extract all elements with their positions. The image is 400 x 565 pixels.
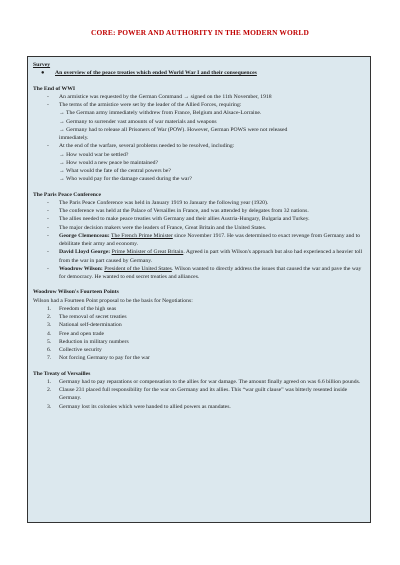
wwi-end-subpoint-cont: immediately. [59,135,89,141]
fourteen-points-heading: Woodrow Wilson's Fourteen Points [33,289,119,296]
conference-point: - The major decision makers were the leaders of France, Great Britain and the United States. [47,224,267,231]
conference-heading: The Paris Peace Conference [33,191,101,198]
list-item: 2. The removal of secret treaties [47,314,127,320]
wwi-end-heading: The End of WWI [33,85,76,92]
list-item: 3. National self-determination [47,322,122,329]
wwi-end-point: - The terms of the armistice were set by the leader of the Allied Forces, requiring: [47,102,242,108]
wwi-end-subpoint: → Germany had to release all Prisoners of War (POW). However, German POWS were not released [59,126,288,133]
wwi-end-question: → How would war be settled? [59,151,129,158]
list-item: 7. Not forcing Germany to pay for the war [47,355,150,362]
list-item: 1. Germany had to pay reparations or compensation to the allies for war damage. The amount finally agreed on was 6.6 billion pounds. [47,378,361,385]
leader-lloyd-george: - David Lloyd George: Prime Minister of Great Britain. Agreed in part with Wilson's approach but also had experienced a heavier toll from the war in part caused by Germany. [47,249,363,264]
list-item: 3. Germany lost its colonies which were handed to allied powers as mandates. [47,403,231,410]
notes-panel [27,56,371,523]
wwi-end-point: - At the end of the warfare, several problems needed to be resolved, including: [47,143,235,150]
wwi-end-subpoint: → Germany to surrender vast amounts of war materials and weapons [59,118,217,125]
wwi-end-question: → Who would pay for the damage caused during the war? [59,176,192,183]
conference-point: - The Paris Peace Conference was held in January 1919 to January the following year (1920). [47,199,269,206]
document-title: CORE: POWER AND AUTHORITY IN THE MODERN WORLD [91,28,309,37]
list-item: 5. Reduction in military numbers [47,338,129,345]
conference-point: - The allies needed to make peace treaties with Germany and their allies Austria-Hungary, Bulgaria and Turkey. [47,216,310,223]
wwi-end-question: → What would the fate of the central powers be? [59,168,171,174]
list-item: 2. Clause 231 placed full responsibility for the war on Germany and its allies. This “war guilt clause” was bitterly resented inside Germany. [47,387,348,402]
survey-heading: Survey [33,62,51,68]
list-item: 1. Freedom of the high seas [47,305,117,312]
leader-wilson: - Woodrow Wilson: President of the United States. Wilson wanted to directly address the issues that caused the war and pave the way for democracy. He wanted to end secret treaties and alliances. [47,265,362,280]
survey-bullet [33,69,365,77]
bullet-icon: ● [41,70,45,77]
wwi-end-point: - An armistice was requested by the German Command → signed on the 11th November, 1918 [47,93,272,100]
list-item: 6. Collective security [47,347,102,353]
list-item: 4. Free and open trade [47,330,105,337]
wwi-end-subpoint: → The German army immediately withdrew from France, Belgium and Alsace-Lorraine. [59,110,262,117]
fourteen-points-intro: Wilson had a Fourteen Point proposal to be the basis for Negotiations: [33,297,193,304]
wwi-end-question: → How would a new peace be maintained? [59,159,159,166]
leader-clemenceau: - George Clemenceau: The French Prime Minister since November 1917. He was determined to exact revenge from Germany and to debilitate their army and economy. [47,232,361,247]
survey-bullet-text: An overview of the peace treaties which ended World War I and their consequences [55,70,257,77]
versailles-heading: The Treaty of Versailles [33,370,91,377]
conference-point: - The conference was held at the Palace of Versailles in France, and was attended by delegates from 32 nations. [47,208,309,214]
